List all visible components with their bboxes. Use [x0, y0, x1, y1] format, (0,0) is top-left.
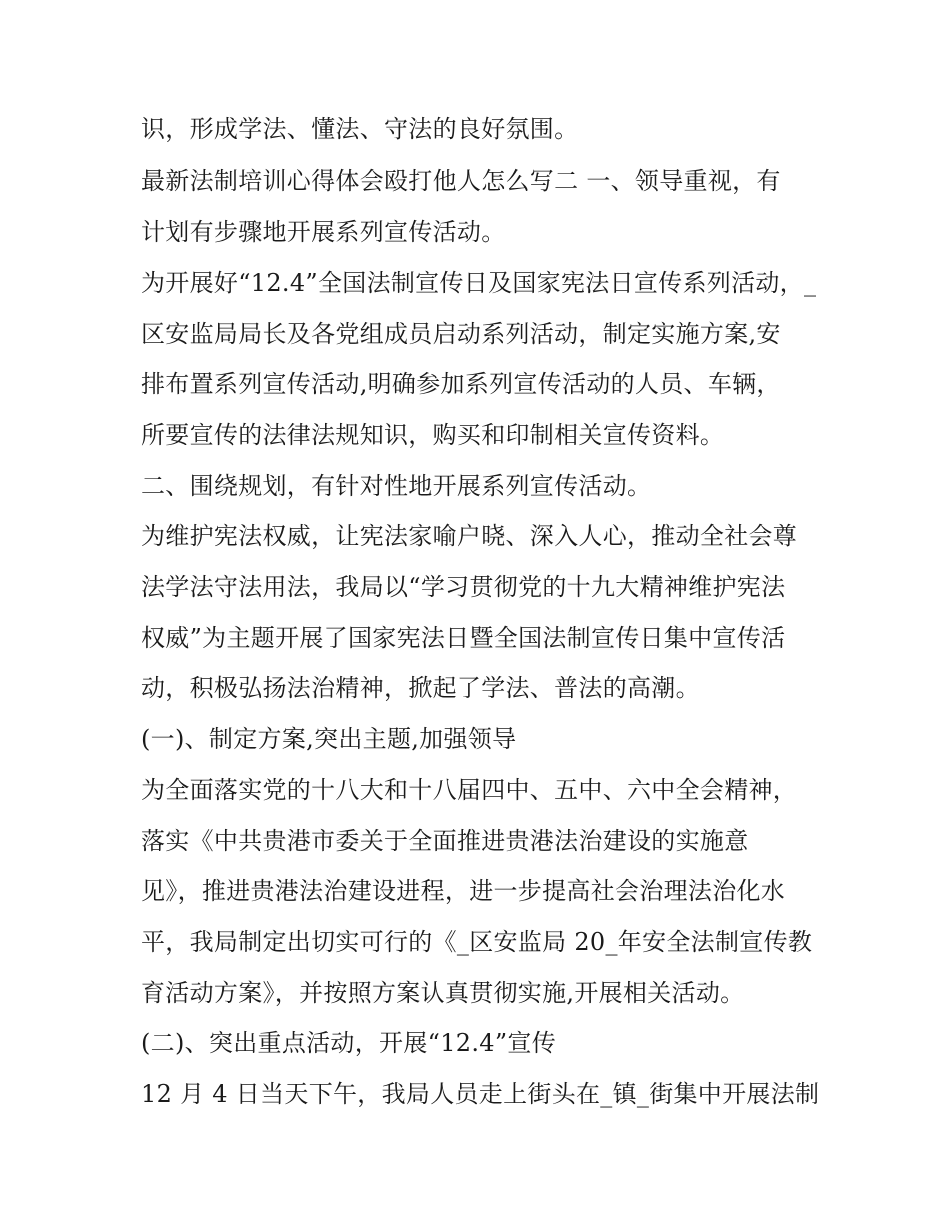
- text-line: 平，我局制定出切实可行的《_区安监局 20_年安全法制宣传教: [141, 928, 813, 956]
- text-line: 为开展好“12.4”全国法制宣传日及国家宪法日宣传系列活动，_: [141, 269, 817, 297]
- subsection-heading: (二)、突出重点活动，开展“12.4”宣传: [141, 1029, 557, 1057]
- text-line: 见》，推进贵港法治建设进程，进一步提高社会治理法治化水: [141, 877, 786, 905]
- text-line: 所要宣传的法律法规知识，购买和印制相关宣传资料。: [141, 421, 725, 449]
- text-line: 权威”为主题开展了国家宪法日暨全国法制宣传日集中宣传活: [141, 624, 786, 652]
- text-line: 为维护宪法权威，让宪法家喻户晓、深入人心，推动全社会尊: [141, 522, 798, 550]
- subsection-heading: (一)、制定方案,突出主题,加强领导: [141, 725, 517, 753]
- text-line: 识，形成学法、懂法、守法的良好氛围。: [141, 115, 579, 143]
- text-line: 最新法制培训心得体会殴打他人怎么写二 一、领导重视，有: [141, 167, 781, 195]
- text-line: 动，积极弘扬法治精神，掀起了学法、普法的高潮。: [141, 674, 700, 702]
- text-line: 12 月 4 日当天下午，我局人员走上街头在_镇_街集中开展法制: [141, 1080, 820, 1108]
- text-line: 法学法守法用法，我局以“学习贯彻党的十九大精神维护宪法: [141, 573, 786, 601]
- text-line: 区安监局局长及各党组成员启动系列活动，制定实施方案,安: [141, 320, 781, 348]
- text-line: 为全面落实党的十八大和十八届四中、五中、六中全会精神，: [141, 776, 798, 804]
- text-line: 排布置系列宣传活动,明确参加系列宣传活动的人员、车辆，: [141, 370, 781, 398]
- text-line: 计划有步骤地开展系列宣传活动。: [141, 218, 506, 246]
- section-heading: 二、围绕规划，有针对性地开展系列宣传活动。: [141, 472, 652, 500]
- text-line: 落实《中共贵港市委关于全面推进贵港法治建设的实施意: [141, 827, 749, 855]
- text-line: 育活动方案》，并按照方案认真贯彻实施,开展相关活动。: [141, 979, 745, 1007]
